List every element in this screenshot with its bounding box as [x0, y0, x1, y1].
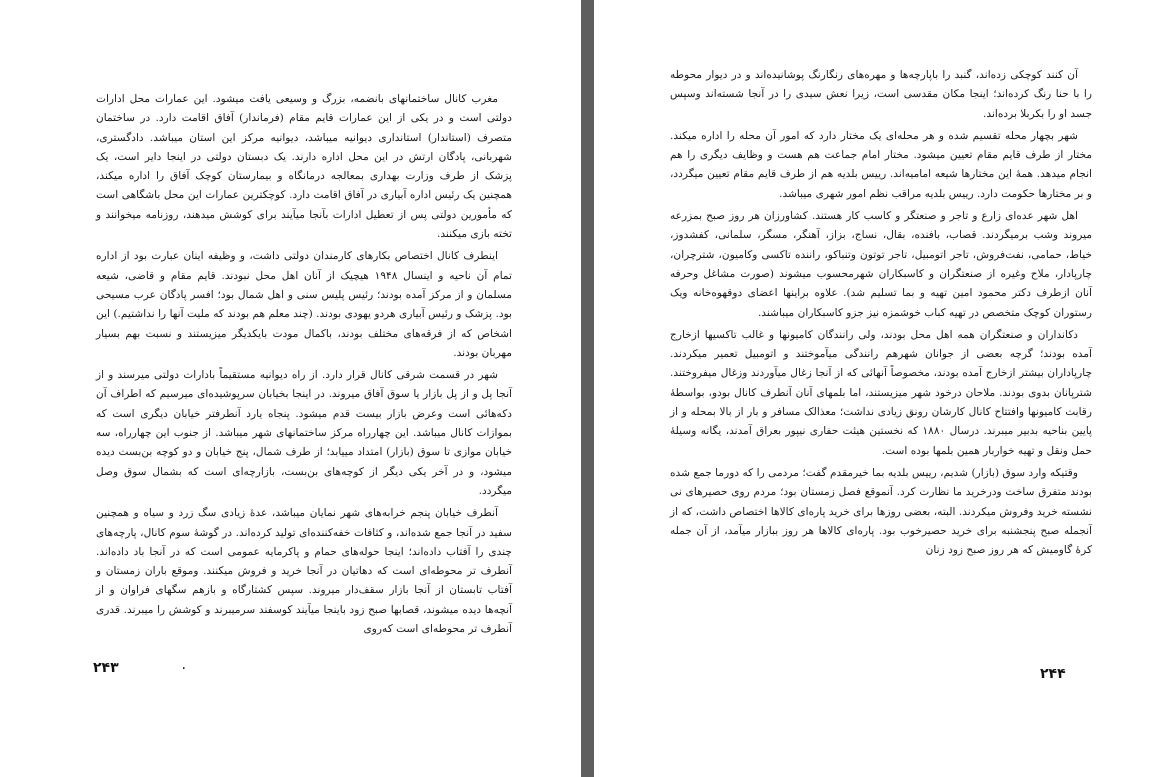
left-page-text — [96, 90, 512, 639]
page-gutter — [581, 0, 594, 777]
left-paragraph-2: اینطرف کانال اختصاص بکارهای کارمندان دولتی داشت، و وظیفه اینان عبارت بود از اداره تمام آن ناحیه و اینسال ۱۹۴۸ هیچیک از آنان اهل محل نبودند. قایم مقام و قاضی، شیعه مسلمان و از مرکز آمده بودند؛ رئیس پلیس سنی و اهل شمال بود؛ افسر پادگان عرب مسیحی بود. پزشک و رئیس آبیاری هردو یهودی بودند. (چند معلم هم بودند که ملیت آنها را نداشتیم.) این اشخاص که از فرقه‌های مختلف بودند، باکمال مودت بایکدیگر میزیستند و نسبت بهم بسیار مهربان بودند. — [96, 250, 512, 359]
left-paragraph-4: آنطرف خیابان پنجم خرابه‌های شهر نمایان میباشد، عدهٔ زیادی سگ زرد و سیاه و همچنین سفید در آنجا جمع شده‌اند، و کثافات خفه‌کننده‌ای تولید کرده‌اند. در گوشهٔ سوم کانال، پارچه‌های چندی را آفتاب داده‌اند؛ اینجا حوله‌های حمام و پاکرمایه عمومی است که در آنجا باد داده‌اند. آنطرف تر محوطه‌ای است که دهاتیان در آنجا خرید و فروش میکنند. وموقع باران زمستان و آفتاب تابستان از آنجا بازار سقف‌دار میروند. سپس کشتارگاه و بازهم سگهای فراوان و از آنچه‌ها دیده میشوند، قصابها صبح زود باینجا میآیند کوسفند سرمیبرند و کوشش را میبرند. قدری آنطرف تر محوطه‌ای است که‌روی — [96, 507, 512, 636]
right-page-number: ۲۴۴ — [1040, 666, 1066, 682]
right-paragraph-1: آن کنند کوچکی زده‌اند، گنبد را باپارچه‌ها و مهره‌های رنگارنگ پوشانیده‌اند و در دیوار محوطه را با حنا رنگ کرده‌اند؛ اینجا مکان مقدسی است، زیرا نعش سیدی را در آنجا شسته‌اند وسپس جسد او را بکربلا برده‌اند. — [670, 69, 1092, 120]
right-paragraph-4: دکانداران و صنعتگران همه اهل محل بودند، ولی رانندگان کامیونها و غالب تاکسیها ازخارج آمده بودند؛ گرچه بعضی از جوانان شهرهم رانندگی میآموختند و اتومبیل تعمیر میکردند. چارپاداران بیشتر ازخارج آمده بودند، مخصوصاً آنهائی که از آنجا زغال میآوردند وزغال میفروختند. شترپانان بدوی بودند. ملاحان درخود شهر میزیستند، اما بلمهای آنان آنطرف کانال بودو، بواسطهٔ رقابت کامیونها وافتتاح کانال کارشان رونق زیادی نداشت؛ معذالک مسافر و بار از بالا بمحله و از پایین بناحیه بدبیر میبرند. درسال ۱۸۸۰ که نخستین هیئت حفاری نیپور بعراق آمدند، یگانه وسیلهٔ حمل ونقل و تهیه خواربار همین بلمها بوده است. — [670, 328, 1092, 457]
right-paragraph-5: وقتیکه وارد سوق (بازار) شدیم، رییس بلدیه بما خیرمقدم گفت؛ مردمی را که دورما جمع شده بودند متفرق ساخت ودرخرید ما نظارت کرد. آنموقع فصل زمستان بود؛ مردم روی حصیرهای نی نشسته خرید وفروش میکردند. البته، بعضی روزها برای خرید پاره‌ای کالاها اختصاص داشت، که از آنجمله صبح پنجشنبه برای خرید حصیرخوب بود. پاره‌ای کالاها هر روز ببازار میآمد، از آن جمله کرهٔ گاومیش که هر روز صبح زود زنان — [670, 466, 1092, 557]
left-page-number: ۲۴۳ — [93, 660, 119, 676]
right-page — [594, 0, 1167, 777]
left-paragraph-1: مغرب کانال ساختمانهای بانضمه، بزرگ و وسیعی یافت میشود. این عمارات محل ادارات دولتی است و در یکی از این عمارات قایم مقام (فرماندار) آفاق اقامت دارد. در ساختمان متصرف (استاندار) استانداری دیوانیه میباشد، دیوانیه مرکز این استان میباشد. دادگستری، شهربانی، پادگان ارتش در این محل اداره دارند. یک دبستان دولتی در اینجا دایر است، یک پزشک از طرف وزارت بهداری بمعالجه درمانگاه و بیمارستان کوچک آفاق را اداره میکند، همچنین یک رئیس اداره آبیاری در آفاق اقامت دارد. کوچکترین عمارات این محل باشگاهی است که مأمورین دولتی پس از تعطیل ادارات بآنجا میآیند برای کوشش میدهند، روزنامه میخوانند و تخته بازی میکنند. — [96, 93, 512, 241]
right-paragraph-3: اهل شهر عده‌ای زارع و تاجر و صنعتگر و کاسب کار هستند. کشاورزان هر روز صبح بمزرعه میروند وشب برمیگردند. قصاب، بافنده، بقال، نساج، بزاز، آهنگر، مسگر، سلمانی، کفشدوز، خیاط، حمامی، نفت‌فروش، تاجر اتومبیل، تاجر توتون وتنباکو، راننده تاکسی وکامیون، شترچران، چارپادار، ملاح وغیره از صنعتگران و کاسبکاران شهرمحسوب میشوند (صورت مشاغل وحرفه آنان ازطرف دکتر محمود امین تهیه و بما تسلیم شد). علاوه براینها اعضای دوقهوه‌خانه ویک رستوران کوچک متخصص در تهیه کباب خوشمزه نیز جزو کاسبکاران میباشند. — [670, 210, 1092, 319]
left-page — [0, 0, 581, 777]
right-page-text — [670, 66, 1092, 560]
left-page-mark: ۰ — [180, 660, 188, 676]
left-paragraph-3: شهر در قسمت شرقی کانال قرار دارد. از راه دیوانیه مستقیماً بادارات دولتی میرسند و از آنجا پل و از پل بازار یا سوق آفاق میروند. در اینجا بخیابان سرپوشیده‌ای میرسیم که اطراف آن دکه‌هائی است وعرض بازار بیست قدم میشود. پنجاه یارد آنطرفتر خیابان دیگری است که بموازات کانال میباشد. این چهارراه مرکز ساختمانهای شهر میباشد. از جنوب این چهارراه، سه خیابان موازی تا سوق (بازار) امتداد مییابد؛ از طرف شمال، پنج خیابان و دو کوچه بن‌بست دیده میشود، و در آخر یکی دیگر از کوچه‌های بن‌بست، بازارچه‌ای است که بشمال سوق وصل میگردد. — [96, 369, 512, 497]
right-paragraph-2: شهر بچهار محله تقسیم شده و هر محله‌ای یک مختار دارد که امور آن محله را اداره میکند. مختار از طرف قایم مقام تعیین میشود. مختار امام جماعت هم هست و وظایف دیگری را هم انجام میدهد. همهٔ این مختارها شیعه امامیه‌اند. رییس بلدیه هم از طرف قایم مقام تعیین میگردد، و بر مختارها حکومت دارد. رییس بلدیه مراقب نظم امور شهری میباشد. — [670, 129, 1092, 200]
